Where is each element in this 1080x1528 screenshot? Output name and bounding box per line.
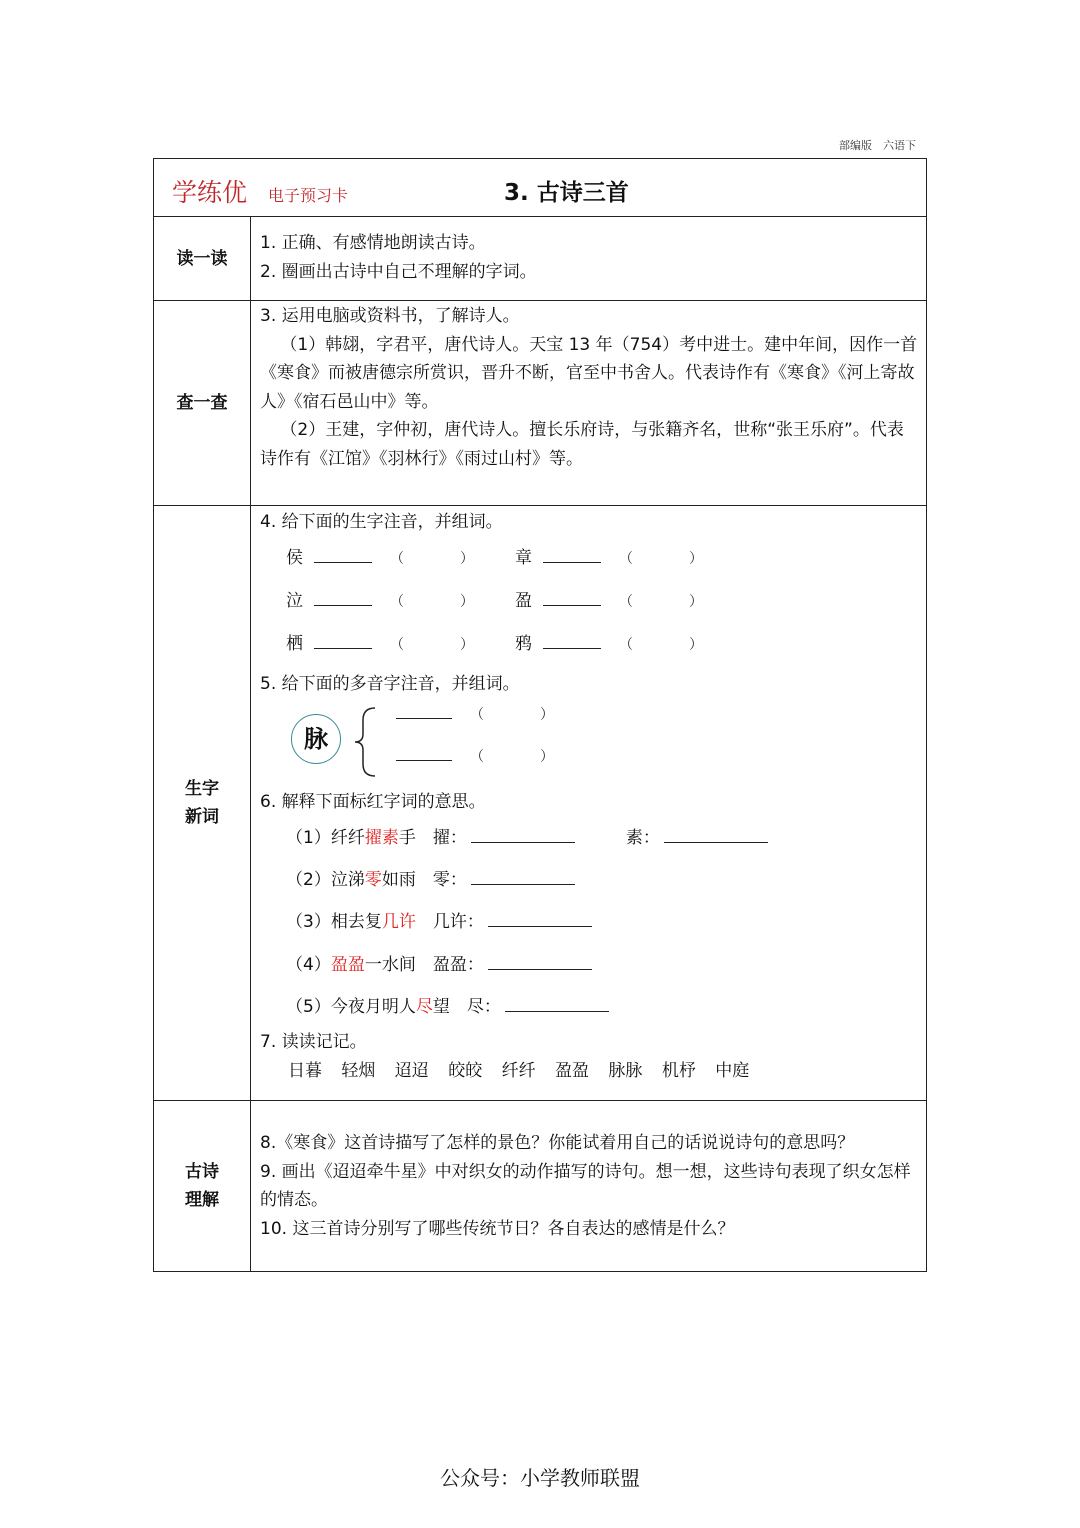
answer-blank[interactable]	[664, 824, 768, 843]
explain-key: 零：	[432, 870, 467, 891]
highlight-word: 零	[364, 870, 382, 891]
word-blank[interactable]: （ ）	[390, 636, 474, 653]
poet-bio-1: （1）韩翃，字君平，唐代诗人。天宝 13 年（754）考中进士。建中年间，因作一首《寒食》而被唐德宗所赏识，晋升不断，官至中书舍人。代表诗作有《寒食》《河上寄故人》《宿石邑山中》等。	[260, 334, 918, 412]
section-content-read	[251, 217, 926, 300]
explain-text: （5）今夜月明人	[286, 996, 416, 1017]
question-6: 6. 解释下面标红字词的意思。	[260, 792, 486, 813]
section-label-poem	[154, 1101, 251, 1271]
explain-item-1	[286, 817, 918, 859]
word-blank[interactable]: （ ）	[619, 636, 703, 653]
pinyin-blank[interactable]	[314, 630, 372, 649]
explain-text: 望	[432, 996, 450, 1017]
read-item-2: 2. 圈画出古诗中自己不理解的字词。	[260, 261, 537, 282]
section-poem	[154, 1101, 926, 1271]
explain-text: （2）泣涕	[286, 870, 365, 891]
highlight-word: 尽	[415, 996, 433, 1017]
polyphone-line-1	[392, 700, 560, 730]
preview-card	[153, 158, 927, 1272]
explain-item-5	[286, 986, 918, 1028]
word-blank[interactable]: （ ）	[390, 593, 474, 610]
section-content-check	[251, 301, 926, 505]
explain-text: （1）纤纤	[286, 827, 365, 848]
question-4: 4. 给下面的生字注音，并组词。	[260, 512, 503, 532]
explain-key: 擢：	[432, 827, 467, 848]
explain-text: 如雨	[381, 870, 416, 891]
char: 泣	[286, 590, 303, 611]
label-line-1: 生字	[185, 779, 219, 799]
pinyin-blank[interactable]	[543, 544, 601, 563]
char: 章	[515, 547, 532, 568]
section-content-words	[251, 506, 926, 1100]
explain-key: 尽：	[466, 996, 501, 1017]
edition-label: 部编版 六语下	[839, 139, 916, 152]
char-item	[515, 544, 709, 574]
section-label-read: 读一读	[154, 217, 251, 300]
label-line-2: 新词	[185, 807, 219, 827]
pinyin-blank[interactable]	[314, 587, 372, 606]
check-intro: 3. 运用电脑或资料书，了解诗人。	[260, 306, 520, 326]
vocab-list: 日暮 轻烟 迢迢 皎皎 纤纤 盈盈 脉脉 机杼 中庭	[288, 1060, 750, 1081]
answer-blank[interactable]	[471, 824, 575, 843]
pinyin-blank[interactable]	[396, 742, 452, 761]
highlight-word: 盈盈	[330, 954, 365, 975]
pinyin-blank[interactable]	[543, 587, 601, 606]
answer-blank[interactable]	[505, 993, 609, 1012]
word-blank[interactable]: （ ）	[470, 749, 554, 766]
brand-logo: 学练优	[172, 178, 248, 207]
explain-text: 手	[398, 827, 416, 848]
answer-blank[interactable]	[471, 866, 575, 885]
page-title: 3. 古诗三首	[504, 180, 629, 206]
polyphone-char: 脉	[291, 714, 341, 764]
word-blank[interactable]: （ ）	[390, 550, 474, 567]
section-words	[154, 506, 926, 1101]
question-7: 7. 读读记记。	[260, 1032, 367, 1053]
label-line-2: 理解	[185, 1190, 219, 1210]
poet-bio-2: （2）王建，字仲初，唐代诗人。擅长乐府诗，与张籍齐名，世称“张王乐府”。代表诗作有《江馆》《羽林行》《雨过山村》等。	[260, 420, 904, 469]
section-read	[154, 217, 926, 301]
char-item	[515, 630, 709, 660]
question-10: 10. 这三首诗分别写了哪些传统节日？各自表达的感情是什么？	[260, 1218, 735, 1239]
footer-account: 公众号：小学教师联盟	[440, 1466, 640, 1490]
explain-key: 盈盈：	[432, 954, 484, 975]
brace-icon	[353, 706, 383, 778]
read-item-1: 1. 正确、有感情地朗读古诗。	[260, 233, 486, 253]
char-item	[515, 587, 709, 617]
label-line-1: 古诗	[185, 1162, 219, 1182]
explain-text: 一水间	[364, 954, 416, 975]
word-blank[interactable]: （ ）	[619, 593, 703, 610]
explain-text: （4）	[286, 954, 331, 975]
question-9: 9. 画出《迢迢牵牛星》中对织女的动作描写的诗句。想一想，这些诗句表现了织女怎样的情态。	[260, 1161, 911, 1211]
char: 鸦	[515, 633, 532, 654]
highlight-word: 擢素	[364, 827, 399, 848]
char-item	[286, 587, 480, 617]
answer-blank[interactable]	[488, 951, 592, 970]
explain-item-3	[286, 901, 918, 943]
question-8: 8.《寒食》这首诗描写了怎样的景色？你能试着用自己的话说说诗句的意思吗？	[260, 1133, 855, 1153]
char: 栖	[286, 633, 303, 654]
char: 侯	[286, 547, 303, 568]
explain-item-2	[286, 859, 918, 901]
card-header	[154, 159, 926, 217]
pinyin-blank[interactable]	[396, 700, 452, 719]
polyphone-block	[260, 698, 918, 788]
question-5: 5. 给下面的多音字注音，并组词。	[260, 673, 520, 694]
word-blank[interactable]: （ ）	[470, 707, 554, 724]
char: 盈	[515, 590, 532, 611]
char-item	[286, 544, 480, 574]
highlight-word: 几许	[381, 912, 416, 933]
section-content-poem	[251, 1101, 926, 1271]
explain-text: （3）相去复	[286, 912, 382, 933]
char-grid	[260, 544, 918, 670]
section-label-words	[154, 506, 251, 1100]
explain-key: 素：	[625, 827, 660, 848]
section-label-check: 查一查	[154, 301, 251, 505]
polyphone-line-2	[392, 742, 560, 772]
pinyin-blank[interactable]	[314, 544, 372, 563]
explain-item-4	[286, 944, 918, 986]
pinyin-blank[interactable]	[543, 630, 601, 649]
answer-blank[interactable]	[488, 908, 592, 927]
char-item	[286, 630, 480, 660]
section-check	[154, 301, 926, 506]
word-blank[interactable]: （ ）	[619, 550, 703, 567]
brand-subtitle: 电子预习卡	[268, 186, 349, 205]
explain-key: 几许：	[432, 912, 484, 933]
